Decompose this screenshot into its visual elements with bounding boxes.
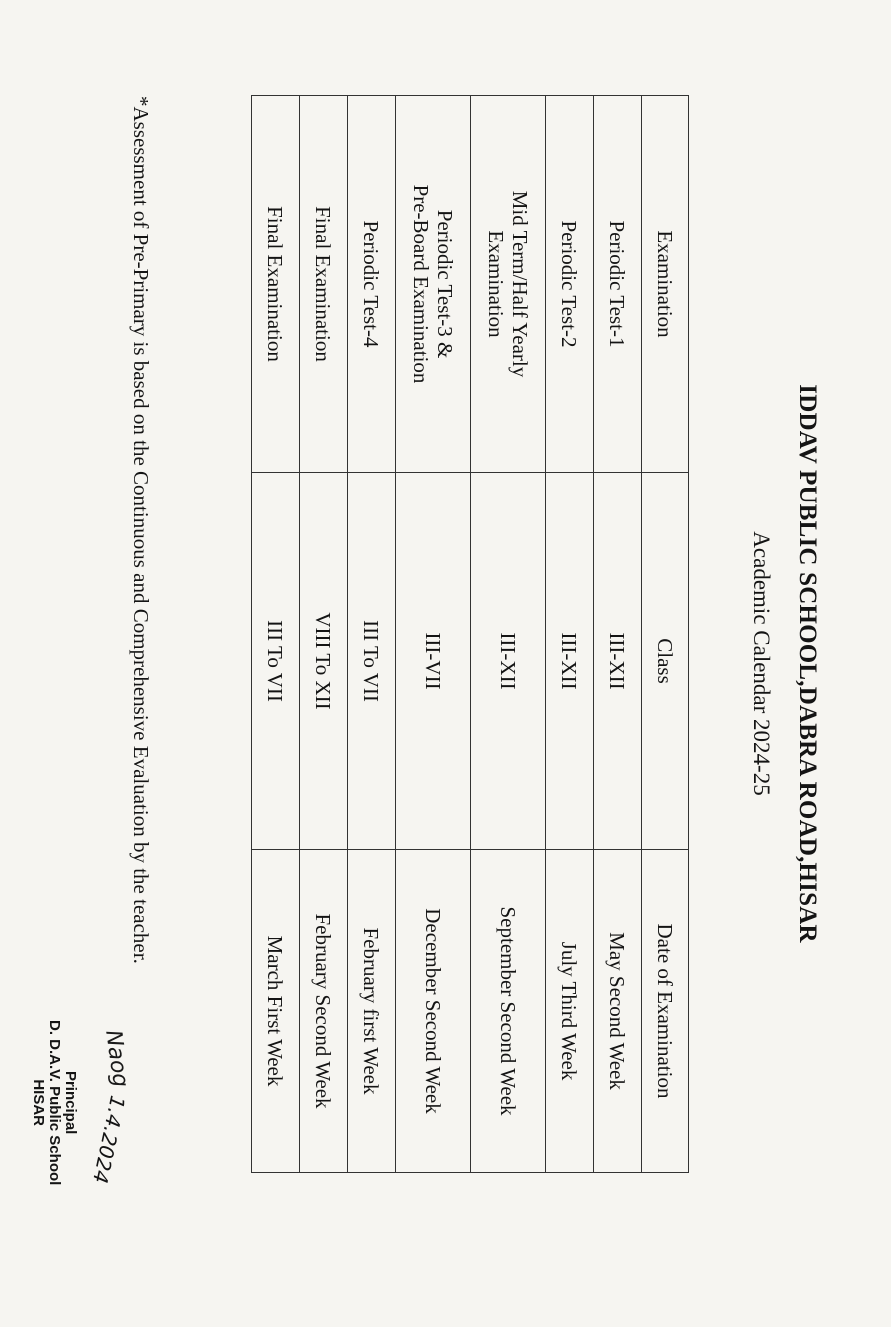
stamp-title: Principal bbox=[62, 1070, 79, 1135]
table-row bbox=[594, 96, 642, 1173]
exam-schedule-table bbox=[251, 95, 689, 1173]
exam-cell: Periodic Test-2 bbox=[546, 96, 594, 473]
exam-cell: Periodic Test-1 bbox=[594, 96, 642, 473]
date-cell: March First Week bbox=[252, 850, 300, 1173]
date-cell: February Second Week bbox=[300, 850, 348, 1173]
date-cell: February first Week bbox=[348, 850, 396, 1173]
exam-cell bbox=[396, 96, 471, 473]
column-header-examination: Examination bbox=[642, 96, 689, 473]
class-cell: VIII To XII bbox=[300, 473, 348, 850]
exam-cell: Periodic Test-4 bbox=[348, 96, 396, 473]
exam-cell-line: Mid Term/Half Yearly bbox=[508, 190, 532, 378]
class-cell: III-XII bbox=[594, 473, 642, 850]
exam-cell-line: Pre-Board Examination bbox=[409, 184, 433, 384]
table-row bbox=[546, 96, 594, 1173]
exam-cell: Final Examination bbox=[252, 96, 300, 473]
table-row bbox=[348, 96, 396, 1173]
exam-cell-line: Examination bbox=[484, 230, 508, 338]
column-header-class: Class bbox=[642, 473, 689, 850]
calendar-subtitle: Academic Calendar 2024-25 bbox=[749, 531, 774, 796]
class-cell: III-XII bbox=[546, 473, 594, 850]
principal-stamp bbox=[30, 1020, 78, 1185]
stamp-city: HISAR bbox=[30, 1079, 47, 1126]
class-cell: III-VII bbox=[396, 473, 471, 850]
exam-cell: Final Examination bbox=[300, 96, 348, 473]
date-cell: July Third Week bbox=[546, 850, 594, 1173]
date-cell: December Second Week bbox=[396, 850, 471, 1173]
exam-cell-line: Periodic Test-3 & bbox=[433, 209, 457, 359]
exam-cell bbox=[471, 96, 546, 473]
table-row bbox=[471, 96, 546, 1173]
assessment-note: *Assessment of Pre-Primary is based on the Continuous and Comprehensive Evaluation by the teacher. bbox=[129, 96, 153, 964]
column-header-date: Date of Examination bbox=[642, 850, 689, 1173]
table-row bbox=[396, 96, 471, 1173]
stamp-school: D. D.A.V. Public School bbox=[46, 1020, 63, 1186]
class-cell: III To VII bbox=[252, 473, 300, 850]
signature-date: 1.4.2024 bbox=[88, 1093, 130, 1186]
date-cell: September Second Week bbox=[471, 850, 546, 1173]
class-cell: III-XII bbox=[471, 473, 546, 850]
school-title: IDDAV PUBLIC SCHOOL,DABRA ROAD,HISAR bbox=[794, 384, 821, 943]
table-header-row bbox=[642, 96, 689, 1173]
date-cell: May Second Week bbox=[594, 850, 642, 1173]
table-row bbox=[252, 96, 300, 1173]
table-row bbox=[300, 96, 348, 1173]
class-cell: III To VII bbox=[348, 473, 396, 850]
principal-signature: Naog bbox=[100, 1028, 133, 1089]
